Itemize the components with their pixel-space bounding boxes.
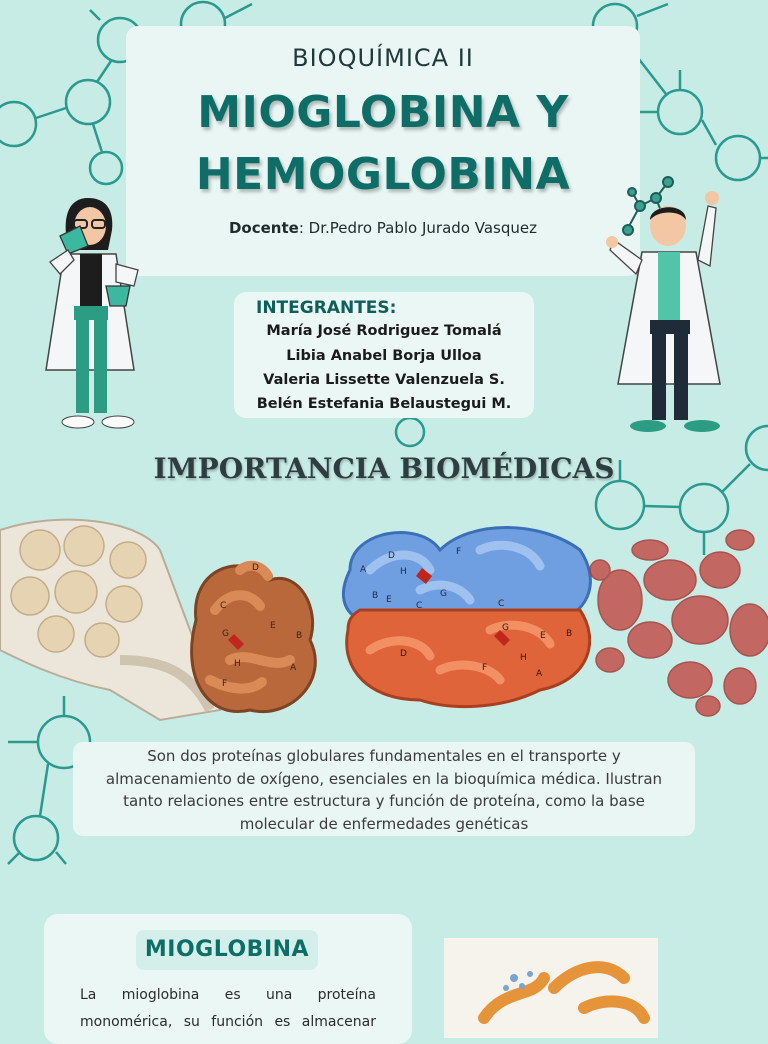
members-label: INTEGRANTES:	[256, 298, 397, 318]
subject-heading: BIOQUÍMICA II	[292, 44, 474, 72]
page-title	[126, 82, 640, 206]
myoglobin-label: A	[290, 663, 297, 673]
red-blood-cells-icon	[590, 530, 768, 716]
muscle-fiber-icon	[0, 520, 220, 720]
hemoglobin-label: B	[372, 591, 379, 601]
myoglobin-label: E	[270, 621, 276, 631]
myoglobin-label: G	[222, 629, 229, 639]
teacher-name: : Dr.Pedro Pablo Jurado Vasquez	[298, 219, 537, 237]
teacher-label: Docente	[228, 219, 299, 237]
hemoglobin-label: D	[388, 551, 395, 561]
hemoglobin-label: F	[482, 663, 488, 673]
hemoglobin-label: A	[360, 565, 367, 575]
hemoglobin-label: C	[416, 601, 423, 611]
hemoglobin-label: A	[536, 669, 543, 679]
hemoglobin-label: F	[456, 547, 462, 557]
hemoglobin-label: G	[502, 623, 509, 633]
section-description: Son dos proteínas globulares fundamentales en el transporte y almacenamiento de oxígeno, esenciales en la bioquímica médica. Ilustran tanto relaciones entre estructura y función de proteína, como la base molecular de enfermedades genéticas	[105, 747, 663, 833]
myoglobin-label: C	[220, 601, 227, 611]
member-name: María José Rodriguez Tomalá	[266, 323, 502, 339]
hemoglobin-label: D	[400, 649, 407, 659]
myoglobin-label: H	[234, 659, 241, 669]
member-name: Libia Anabel Borja Ulloa	[286, 348, 482, 364]
mioglobina-text: La mioglobina es una proteína monomérica, su función es almacenar	[80, 987, 376, 1030]
scientist-man-icon	[604, 170, 744, 432]
hemoglobin-icon	[343, 528, 590, 707]
title-line-2: HEMOGLOBINA	[195, 149, 571, 200]
hemoglobin-label: G	[440, 589, 447, 599]
myoglobin-label: F	[222, 679, 228, 689]
proteins-illustration	[0, 510, 768, 740]
scientist-woman-icon	[30, 190, 150, 435]
member-name: Valeria Lissette Valenzuela S.	[263, 372, 505, 388]
mioglobina-title: MIOGLOBINA	[144, 937, 310, 962]
hemoglobin-label: E	[386, 595, 392, 605]
myoglobin-structure-icon	[444, 938, 658, 1038]
teacher-line	[126, 219, 640, 237]
hemoglobin-label: H	[520, 653, 527, 663]
hemoglobin-label: C	[498, 599, 505, 609]
section-title: IMPORTANCIA BIOMÉDICAS	[153, 452, 615, 485]
hemoglobin-label: E	[540, 631, 546, 641]
member-name: Belén Estefania Belaustegui M.	[256, 396, 512, 412]
myoglobin-label: B	[296, 631, 303, 641]
title-line-1: MIOGLOBINA Y	[197, 87, 569, 138]
hemoglobin-label: H	[400, 567, 407, 577]
myoglobin-label: D	[252, 563, 259, 573]
hemoglobin-label: B	[566, 629, 573, 639]
myoglobin-icon	[192, 563, 316, 712]
